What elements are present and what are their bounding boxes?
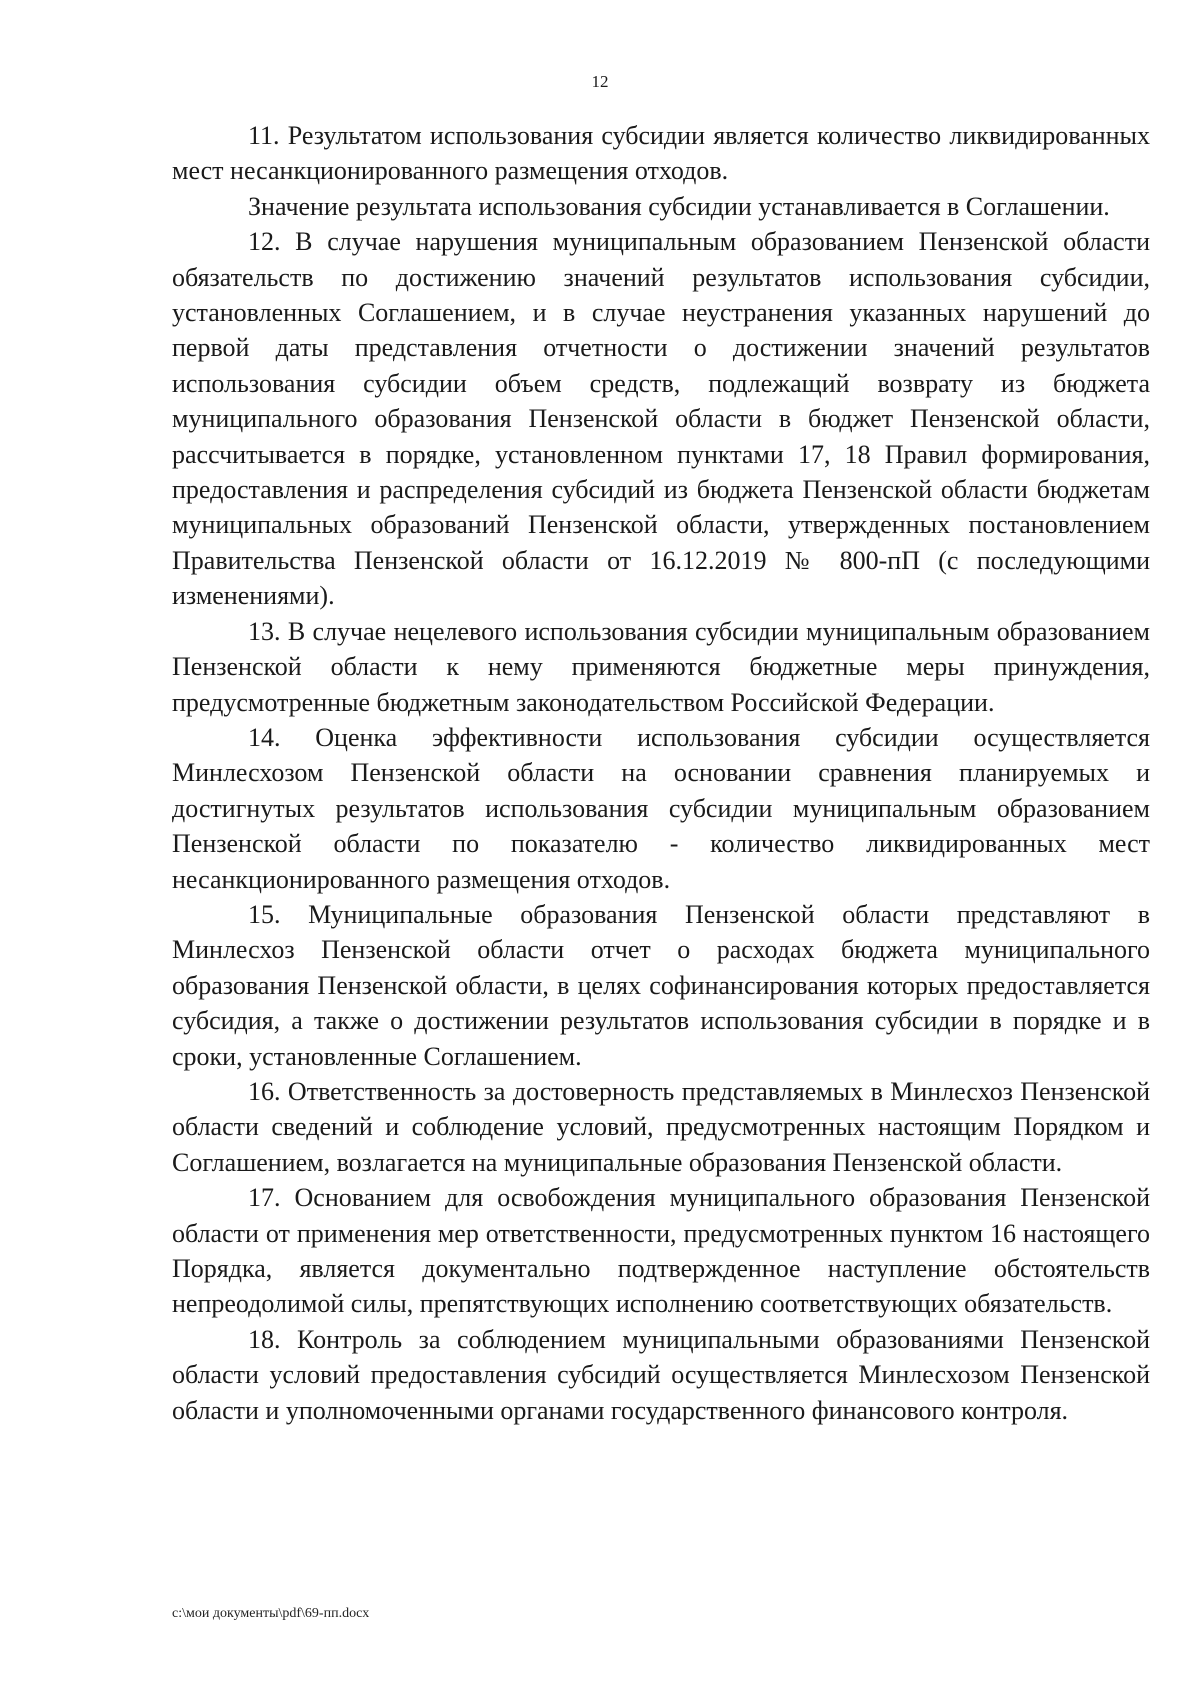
paragraph-12: 12. В случае нарушения муниципальным образованием Пензенской области обязательств по достижению значений результатов использования субсидии, установленных Соглашением, и в случае неустранения указанных нарушений до первой даты представления отчетности о достижении значений результатов использования субсидии объем средств, подлежащий возврату из бюджета муниципального образования Пензенской области в бюджет Пензенской области, рассчитывается в порядке, установленном пунктами 17, 18 Правил формирования, предоставления и распределения субсидий из бюджета Пензенской области бюджетам муниципальных образований Пензенской области, утвержденных постановлением Правительства Пензенской области от 16.12.2019 № 800-пП (с последующими изменениями). [172, 227, 1150, 611]
paragraph-17: 17. Основанием для освобождения муниципального образования Пензенской области от применения мер ответственности, предусмотренных пунктом 16 настоящего Порядка, является документально подтвержденное наступление обстоятельств непреодолимой силы, препятствующих исполнению соответствующих обязательств. [172, 1183, 1150, 1319]
paragraph-11: 11. Результатом использования субсидии является количество ликвидированных мест несанкционированного размещения отходов. [172, 121, 1150, 186]
paragraph-11-result-value: Значение результата использования субсидии устанавливается в Соглашении. [248, 191, 1110, 221]
paragraph-13: 13. В случае нецелевого использования субсидии муниципальным образованием Пензенской области к нему применяются бюджетные меры принуждения, предусмотренные бюджетным законодательством Российской Федерации. [172, 616, 1150, 717]
paragraph-14: 14. Оценка эффективности использования субсидии осуществляется Минлесхозом Пензенской области на основании сравнения планируемых и достигнутых результатов использования субсидии муниципальным образованием Пензенской области по показателю - количество ликвидированных мест несанкционированного размещения отходов. [172, 722, 1150, 894]
paragraph-18: 18. Контроль за соблюдением муниципальными образованиями Пензенской области условий предоставления субсидий осуществляется Минлесхозом Пензенской области и уполномоченными органами государственного финансового контроля. [172, 1324, 1150, 1425]
footer-file-path: c:\мои документы\pdf\69-пп.docx [172, 1606, 370, 1621]
page-number: 12 [591, 72, 609, 91]
document-body [172, 118, 1150, 1428]
paragraph-16: 16. Ответственность за достоверность представляемых в Минлесхоз Пензенской области сведений и соблюдение условий, предусмотренных настоящим Порядком и Соглашением, возлагается на муниципальные образования Пензенской области. [172, 1076, 1150, 1177]
paragraph-15: 15. Муниципальные образования Пензенской области представляют в Минлесхоз Пензенской области отчет о расходах бюджета муниципального образования Пензенской области, в целях софинансирования которых предоставляется субсидия, а также о достижении результатов использования субсидии в порядке и в сроки, установленные Соглашением. [172, 899, 1150, 1071]
